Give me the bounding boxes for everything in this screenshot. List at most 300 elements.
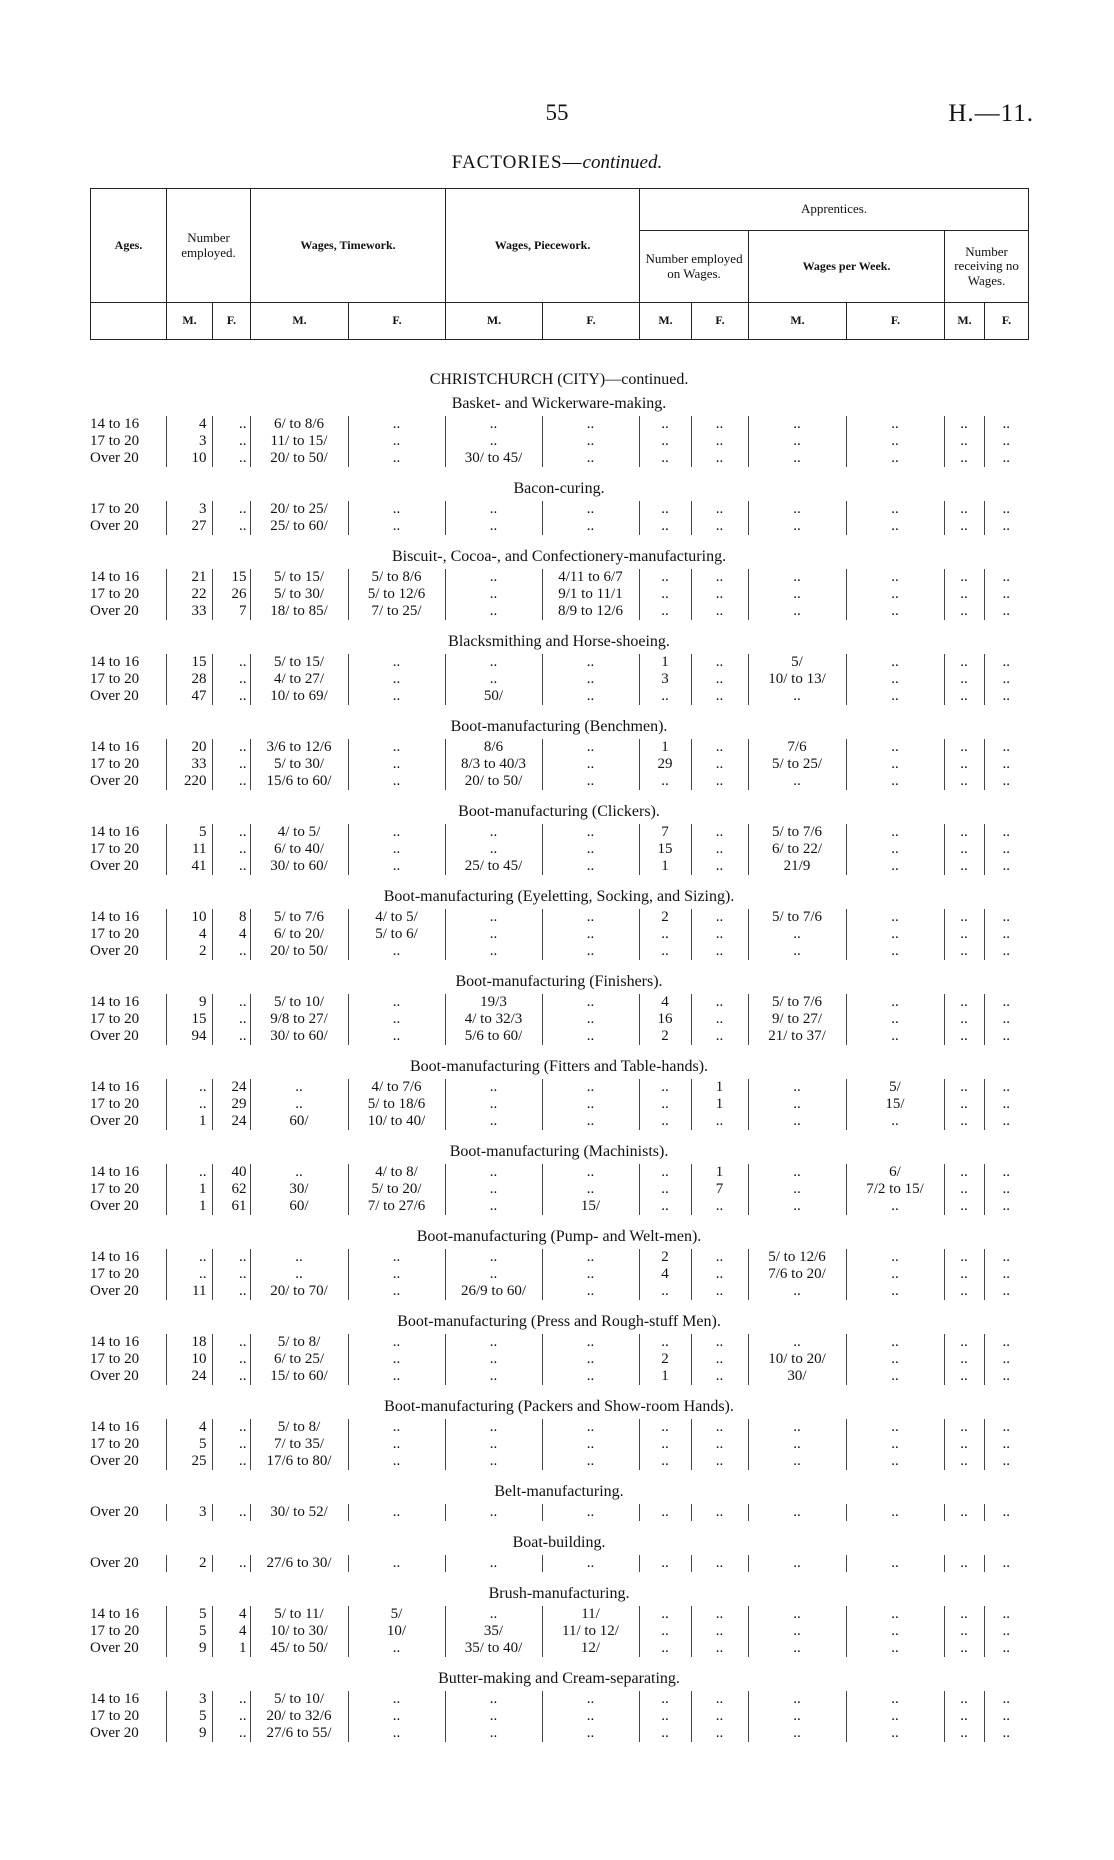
cell-age: Over 20	[90, 1283, 139, 1299]
cell-piecework-m: 35/	[445, 1623, 542, 1640]
cell-piecework-f: ..	[542, 1436, 639, 1453]
cell-age: Over 20	[90, 688, 139, 704]
cell-piecework-f: ..	[542, 1334, 639, 1351]
cell-apprentices-unpaid-m: ..	[944, 654, 984, 671]
cell-apprentices-wages-m: 5/ to 12/6	[748, 1249, 846, 1266]
cell-timework-m: 20/ to 32/6	[250, 1708, 348, 1725]
section-heading-row	[90, 1582, 1028, 1606]
cell-apprentices-employed-f: ..	[691, 756, 748, 773]
cell-piecework-f: ..	[542, 1181, 639, 1198]
cell-apprentices-unpaid-f: ..	[984, 1164, 1028, 1181]
header-number-employed: Number employed.	[167, 189, 251, 303]
cell-apprentices-employed-m: ..	[639, 569, 691, 586]
cell-apprentices-unpaid-m: ..	[944, 773, 984, 790]
cell-apprentices-unpaid-f: ..	[984, 1283, 1028, 1300]
cell-piecework-m: ..	[445, 909, 542, 926]
table-row	[90, 1113, 1028, 1130]
cell-timework-m: 6/ to 40/	[250, 841, 348, 858]
cell-apprentices-employed-f: ..	[691, 1198, 748, 1215]
cell-apprentices-employed-f: ..	[691, 501, 748, 518]
cell-timework-f: ..	[348, 688, 445, 705]
table-row	[90, 603, 1028, 620]
cell-timework-m: 60/	[250, 1198, 348, 1215]
cell-apprentices-unpaid-m: ..	[944, 1708, 984, 1725]
cell-employed-m: 33	[166, 603, 212, 620]
table-row	[90, 1028, 1028, 1045]
cell-timework-f: ..	[348, 1436, 445, 1453]
cell-timework-f: ..	[348, 1249, 445, 1266]
cell-apprentices-unpaid-m: ..	[944, 1249, 984, 1266]
cell-piecework-m: ..	[445, 586, 542, 603]
cell-apprentices-unpaid-m: ..	[944, 1181, 984, 1198]
cell-apprentices-unpaid-f: ..	[984, 654, 1028, 671]
cell-employed-f: 4	[212, 926, 250, 943]
header-m: M.	[251, 303, 349, 340]
cell-apprentices-wages-m: ..	[748, 1283, 846, 1300]
cell-age: 14 to 16	[90, 824, 140, 840]
cell-age: 17 to 20	[90, 671, 140, 687]
table-row	[90, 824, 1028, 841]
cell-apprentices-employed-m: ..	[639, 1725, 691, 1742]
cell-employed-m: ..	[166, 1266, 212, 1283]
section-spacer	[90, 1470, 1028, 1480]
cell-employed-f: 4	[212, 1623, 250, 1640]
cell-apprentices-wages-f: ..	[846, 1453, 944, 1470]
cell-apprentices-employed-m: 4	[639, 1266, 691, 1283]
table-row	[90, 943, 1028, 960]
section-heading-row	[90, 545, 1028, 569]
cell-apprentices-wages-f: ..	[846, 1113, 944, 1130]
cell-employed-f: 40	[212, 1164, 250, 1181]
cell-employed-f: ..	[212, 688, 250, 705]
cell-piecework-m: ..	[445, 501, 542, 518]
cell-apprentices-unpaid-m: ..	[944, 909, 984, 926]
cell-timework-f: ..	[348, 416, 445, 433]
cell-apprentices-unpaid-f: ..	[984, 1113, 1028, 1130]
table-row	[90, 1419, 1028, 1436]
cell-piecework-m: ..	[445, 824, 542, 841]
cell-apprentices-unpaid-f: ..	[984, 1198, 1028, 1215]
section-heading-row	[90, 970, 1028, 994]
cell-age: 14 to 16	[90, 654, 140, 670]
cell-apprentices-employed-m: 16	[639, 1011, 691, 1028]
cell-apprentices-wages-m: 21/9	[748, 858, 846, 875]
spacer-cell	[90, 1572, 1028, 1582]
cell-employed-f: ..	[212, 1419, 250, 1436]
cell-timework-f: ..	[348, 1283, 445, 1300]
table-row	[90, 671, 1028, 688]
cell-timework-m: 4/ to 27/	[250, 671, 348, 688]
cell-age: Over 20	[90, 1113, 139, 1129]
cell-apprentices-employed-f: ..	[691, 1640, 748, 1657]
cell-piecework-m: ..	[445, 1708, 542, 1725]
table-row	[90, 1504, 1028, 1521]
table-row	[90, 1181, 1028, 1198]
cell-employed-f: ..	[212, 671, 250, 688]
table-row	[90, 450, 1028, 467]
cell-piecework-f: ..	[542, 1504, 639, 1521]
section-heading: Blacksmithing and Horse-shoeing.	[448, 633, 670, 650]
section-heading: CHRISTCHURCH (CITY)—continued.	[429, 371, 689, 388]
cell-age: Over 20	[90, 1198, 139, 1214]
spacer-cell	[90, 467, 1028, 477]
header-f: F.	[985, 303, 1029, 340]
cell-employed-m: 4	[166, 416, 212, 433]
section-heading: Boot-manufacturing (Press and Rough-stuff Men).	[397, 1313, 721, 1330]
cell-apprentices-wages-f: ..	[846, 858, 944, 875]
cell-timework-m: 20/ to 50/	[250, 943, 348, 960]
table-row	[90, 994, 1028, 1011]
cell-piecework-m: ..	[445, 1079, 542, 1096]
section-spacer	[90, 790, 1028, 800]
cell-apprentices-employed-m: ..	[639, 1555, 691, 1572]
cell-employed-f: ..	[212, 501, 250, 518]
cell-apprentices-employed-m: ..	[639, 926, 691, 943]
cell-apprentices-employed-m: ..	[639, 1623, 691, 1640]
cell-apprentices-wages-m: 6/ to 22/	[748, 841, 846, 858]
cell-timework-f: 10/ to 40/	[348, 1113, 445, 1130]
cell-age: Over 20	[90, 1640, 139, 1656]
cell-piecework-m: ..	[445, 569, 542, 586]
section-spacer	[90, 620, 1028, 630]
table-row	[90, 1725, 1028, 1742]
header-ages: Ages.	[91, 189, 167, 303]
cell-apprentices-unpaid-f: ..	[984, 909, 1028, 926]
cell-piecework-f: ..	[542, 1011, 639, 1028]
cell-timework-f: 5/ to 12/6	[348, 586, 445, 603]
cell-apprentices-unpaid-f: ..	[984, 1011, 1028, 1028]
table-row	[90, 1691, 1028, 1708]
cell-timework-f: ..	[348, 739, 445, 756]
cell-piecework-f: ..	[542, 688, 639, 705]
cell-timework-m: 30/ to 52/	[250, 1504, 348, 1521]
header-f: F.	[692, 303, 749, 340]
section-heading-row	[90, 368, 1028, 392]
header-wages-timework: Wages, Timework.	[251, 189, 446, 303]
cell-employed-f: ..	[212, 1708, 250, 1725]
cell-employed-m: 11	[166, 1283, 212, 1300]
cell-piecework-m: ..	[445, 1249, 542, 1266]
cell-apprentices-employed-m: ..	[639, 586, 691, 603]
cell-timework-m: 5/ to 10/	[250, 994, 348, 1011]
cell-apprentices-employed-m: ..	[639, 1181, 691, 1198]
cell-apprentices-unpaid-m: ..	[944, 518, 984, 535]
cell-apprentices-wages-f: ..	[846, 773, 944, 790]
cell-piecework-m: ..	[445, 1164, 542, 1181]
cell-apprentices-unpaid-f: ..	[984, 569, 1028, 586]
cell-employed-m: 22	[166, 586, 212, 603]
cell-apprentices-wages-m: ..	[748, 1096, 846, 1113]
section-spacer	[90, 1300, 1028, 1310]
cell-apprentices-employed-f: ..	[691, 433, 748, 450]
cell-apprentices-wages-m: ..	[748, 773, 846, 790]
cell-employed-f: ..	[212, 739, 250, 756]
cell-piecework-f: ..	[542, 858, 639, 875]
cell-apprentices-wages-f: ..	[846, 1623, 944, 1640]
cell-apprentices-wages-f: ..	[846, 1504, 944, 1521]
cell-apprentices-employed-m: ..	[639, 603, 691, 620]
section-spacer	[90, 1385, 1028, 1395]
cell-piecework-f: ..	[542, 1096, 639, 1113]
title-italic: continued.	[582, 152, 663, 173]
cell-apprentices-unpaid-f: ..	[984, 1096, 1028, 1113]
cell-employed-f: 24	[212, 1079, 250, 1096]
cell-piecework-f: ..	[542, 926, 639, 943]
section-heading: Boot-manufacturing (Eyeletting, Socking, and Sizing).	[383, 888, 735, 905]
cell-apprentices-unpaid-f: ..	[984, 450, 1028, 467]
table-row	[90, 1096, 1028, 1113]
cell-timework-m: 5/ to 11/	[250, 1606, 348, 1623]
cell-timework-m: 6/ to 20/	[250, 926, 348, 943]
cell-timework-m: 30/	[250, 1181, 348, 1198]
cell-apprentices-wages-f: ..	[846, 450, 944, 467]
cell-employed-f: ..	[212, 433, 250, 450]
cell-apprentices-employed-m: ..	[639, 1198, 691, 1215]
cell-piecework-m: ..	[445, 1113, 542, 1130]
section-heading: Butter-making and Cream-separating.	[438, 1670, 680, 1687]
section-heading-row	[90, 1310, 1028, 1334]
cell-apprentices-employed-f: ..	[691, 688, 748, 705]
document-reference: H.—11.	[948, 100, 1034, 127]
cell-apprentices-unpaid-m: ..	[944, 1334, 984, 1351]
cell-piecework-f: 15/	[542, 1198, 639, 1215]
header-f: F.	[847, 303, 945, 340]
spacer-cell	[90, 960, 1028, 970]
cell-apprentices-wages-f: 6/	[846, 1164, 944, 1181]
cell-timework-m: 30/ to 60/	[250, 858, 348, 875]
cell-employed-m: 3	[166, 1691, 212, 1708]
cell-piecework-m: ..	[445, 1555, 542, 1572]
cell-apprentices-employed-m: ..	[639, 1164, 691, 1181]
cell-apprentices-employed-m: 2	[639, 1249, 691, 1266]
cell-apprentices-unpaid-f: ..	[984, 756, 1028, 773]
cell-apprentices-employed-f: ..	[691, 518, 748, 535]
cell-apprentices-wages-f: ..	[846, 1419, 944, 1436]
cell-employed-m: 220	[166, 773, 212, 790]
cell-employed-m: 3	[166, 1504, 212, 1521]
table-row	[90, 1555, 1028, 1572]
section-heading-row	[90, 1055, 1028, 1079]
cell-employed-m: 5	[166, 1606, 212, 1623]
cell-apprentices-wages-m: 10/ to 20/	[748, 1351, 846, 1368]
cell-age: Over 20	[90, 943, 139, 959]
cell-apprentices-employed-f: 1	[691, 1164, 748, 1181]
cell-employed-f: ..	[212, 1436, 250, 1453]
cell-age: 17 to 20	[90, 1096, 140, 1112]
cell-employed-m: 3	[166, 501, 212, 518]
cell-employed-m: 10	[166, 1351, 212, 1368]
cell-apprentices-wages-f: ..	[846, 1436, 944, 1453]
cell-apprentices-employed-m: ..	[639, 688, 691, 705]
cell-timework-m: 5/ to 30/	[250, 756, 348, 773]
cell-age: 14 to 16	[90, 416, 140, 432]
cell-age: 14 to 16	[90, 569, 140, 585]
cell-apprentices-unpaid-f: ..	[984, 943, 1028, 960]
spacer-cell	[90, 535, 1028, 545]
cell-apprentices-wages-m: ..	[748, 1555, 846, 1572]
cell-apprentices-employed-m: 1	[639, 654, 691, 671]
table-row	[90, 1334, 1028, 1351]
cell-timework-m: 4/ to 5/	[250, 824, 348, 841]
cell-timework-f: ..	[348, 654, 445, 671]
cell-apprentices-employed-m: ..	[639, 501, 691, 518]
cell-piecework-m: ..	[445, 926, 542, 943]
spacer-cell	[90, 1045, 1028, 1055]
cell-timework-m: 6/ to 25/	[250, 1351, 348, 1368]
cell-apprentices-employed-m: 2	[639, 1028, 691, 1045]
cell-piecework-m: 35/ to 40/	[445, 1640, 542, 1657]
cell-apprentices-employed-f: ..	[691, 1266, 748, 1283]
header-wages-piecework: Wages, Piecework.	[446, 189, 640, 303]
cell-apprentices-employed-f: ..	[691, 603, 748, 620]
cell-timework-f: ..	[348, 1504, 445, 1521]
cell-apprentices-unpaid-f: ..	[984, 1351, 1028, 1368]
cell-apprentices-unpaid-f: ..	[984, 1708, 1028, 1725]
cell-employed-f: ..	[212, 773, 250, 790]
table-row	[90, 433, 1028, 450]
cell-apprentices-employed-f: ..	[691, 841, 748, 858]
cell-timework-m: 15/6 to 60/	[250, 773, 348, 790]
spacer-cell	[90, 1300, 1028, 1310]
cell-piecework-f: ..	[542, 433, 639, 450]
cell-piecework-m: ..	[445, 943, 542, 960]
cell-piecework-m: ..	[445, 1453, 542, 1470]
cell-timework-f: ..	[348, 501, 445, 518]
table-row	[90, 1436, 1028, 1453]
cell-apprentices-unpaid-m: ..	[944, 1164, 984, 1181]
cell-apprentices-employed-f: ..	[691, 943, 748, 960]
section-heading-row	[90, 477, 1028, 501]
cell-apprentices-wages-m: ..	[748, 1419, 846, 1436]
cell-piecework-m: 19/3	[445, 994, 542, 1011]
cell-employed-f: ..	[212, 1453, 250, 1470]
cell-age: 17 to 20	[90, 841, 140, 857]
cell-apprentices-unpaid-m: ..	[944, 1725, 984, 1742]
cell-apprentices-employed-f: ..	[691, 1691, 748, 1708]
table-row	[90, 1011, 1028, 1028]
cell-apprentices-employed-m: ..	[639, 416, 691, 433]
cell-employed-m: 5	[166, 1708, 212, 1725]
cell-age: 17 to 20	[90, 1266, 140, 1282]
table-row	[90, 416, 1028, 433]
cell-apprentices-employed-m: 7	[639, 824, 691, 841]
header-f: F.	[543, 303, 640, 340]
cell-apprentices-wages-m: ..	[748, 1113, 846, 1130]
spacer-cell	[90, 875, 1028, 885]
cell-apprentices-wages-f: ..	[846, 1640, 944, 1657]
cell-piecework-m: ..	[445, 841, 542, 858]
cell-timework-m: 20/ to 50/	[250, 450, 348, 467]
cell-employed-f: ..	[212, 518, 250, 535]
cell-employed-f: ..	[212, 841, 250, 858]
cell-piecework-f: ..	[542, 1708, 639, 1725]
cell-piecework-m: ..	[445, 1436, 542, 1453]
cell-timework-f: 4/ to 7/6	[348, 1079, 445, 1096]
cell-age: Over 20	[90, 518, 139, 534]
cell-employed-m: 3	[166, 433, 212, 450]
table-row	[90, 1368, 1028, 1385]
cell-apprentices-unpaid-f: ..	[984, 1266, 1028, 1283]
table-row	[90, 1351, 1028, 1368]
cell-age: 17 to 20	[90, 586, 140, 602]
cell-employed-f: ..	[212, 943, 250, 960]
cell-timework-m: 5/ to 8/	[250, 1419, 348, 1436]
cell-apprentices-unpaid-f: ..	[984, 688, 1028, 705]
header-f: F.	[213, 303, 251, 340]
section-heading: Boat-building.	[512, 1534, 606, 1551]
cell-employed-f: ..	[212, 994, 250, 1011]
cell-apprentices-unpaid-m: ..	[944, 1453, 984, 1470]
cell-timework-f: ..	[348, 1640, 445, 1657]
cell-apprentices-employed-f: ..	[691, 824, 748, 841]
cell-timework-f: ..	[348, 994, 445, 1011]
cell-employed-m: ..	[166, 1164, 212, 1181]
cell-piecework-f: ..	[542, 943, 639, 960]
section-heading-row	[90, 800, 1028, 824]
cell-age: Over 20	[90, 603, 139, 619]
cell-apprentices-wages-m: ..	[748, 569, 846, 586]
section-heading-row	[90, 1225, 1028, 1249]
page-number: 55	[545, 100, 569, 125]
cell-apprentices-wages-f: ..	[846, 1198, 944, 1215]
cell-age: 17 to 20	[90, 1708, 140, 1724]
cell-apprentices-wages-f: ..	[846, 1283, 944, 1300]
cell-apprentices-employed-f: ..	[691, 1708, 748, 1725]
cell-apprentices-employed-m: ..	[639, 1691, 691, 1708]
cell-apprentices-unpaid-f: ..	[984, 1691, 1028, 1708]
spacer-cell	[90, 1130, 1028, 1140]
cell-apprentices-wages-f: ..	[846, 1691, 944, 1708]
table-row	[90, 858, 1028, 875]
cell-apprentices-employed-m: 3	[639, 671, 691, 688]
cell-apprentices-wages-m: ..	[748, 450, 846, 467]
cell-apprentices-unpaid-m: ..	[944, 994, 984, 1011]
cell-employed-m: 15	[166, 1011, 212, 1028]
cell-employed-f: 62	[212, 1181, 250, 1198]
cell-employed-m: ..	[166, 1096, 212, 1113]
cell-timework-m: 10/ to 30/	[250, 1623, 348, 1640]
cell-apprentices-unpaid-m: ..	[944, 1079, 984, 1096]
section-spacer	[90, 1657, 1028, 1667]
cell-employed-f: ..	[212, 416, 250, 433]
header-m: M.	[749, 303, 847, 340]
section-heading: Basket- and Wickerware-making.	[451, 395, 667, 412]
table-row	[90, 739, 1028, 756]
cell-apprentices-wages-f: ..	[846, 603, 944, 620]
cell-timework-m: 10/ to 69/	[250, 688, 348, 705]
cell-age: Over 20	[90, 773, 139, 789]
cell-apprentices-unpaid-f: ..	[984, 926, 1028, 943]
cell-apprentices-unpaid-m: ..	[944, 1691, 984, 1708]
cell-apprentices-wages-m: 5/ to 25/	[748, 756, 846, 773]
cell-timework-f: 7/ to 25/	[348, 603, 445, 620]
spacer-cell	[90, 1657, 1028, 1667]
cell-apprentices-unpaid-f: ..	[984, 1640, 1028, 1657]
cell-piecework-m: ..	[445, 1096, 542, 1113]
section-heading-row	[90, 1480, 1028, 1504]
cell-employed-m: 2	[166, 1555, 212, 1572]
cell-apprentices-unpaid-m: ..	[944, 416, 984, 433]
cell-timework-m: 60/	[250, 1113, 348, 1130]
cell-apprentices-wages-f: ..	[846, 671, 944, 688]
header-apprentices-employed-on-wages: Number employed on Wages.	[640, 231, 749, 303]
cell-apprentices-unpaid-m: ..	[944, 501, 984, 518]
section-heading: Boot-manufacturing (Machinists).	[449, 1143, 669, 1160]
cell-timework-m: 17/6 to 80/	[250, 1453, 348, 1470]
cell-employed-m: 20	[166, 739, 212, 756]
cell-employed-f: ..	[212, 1028, 250, 1045]
cell-timework-f: ..	[348, 841, 445, 858]
